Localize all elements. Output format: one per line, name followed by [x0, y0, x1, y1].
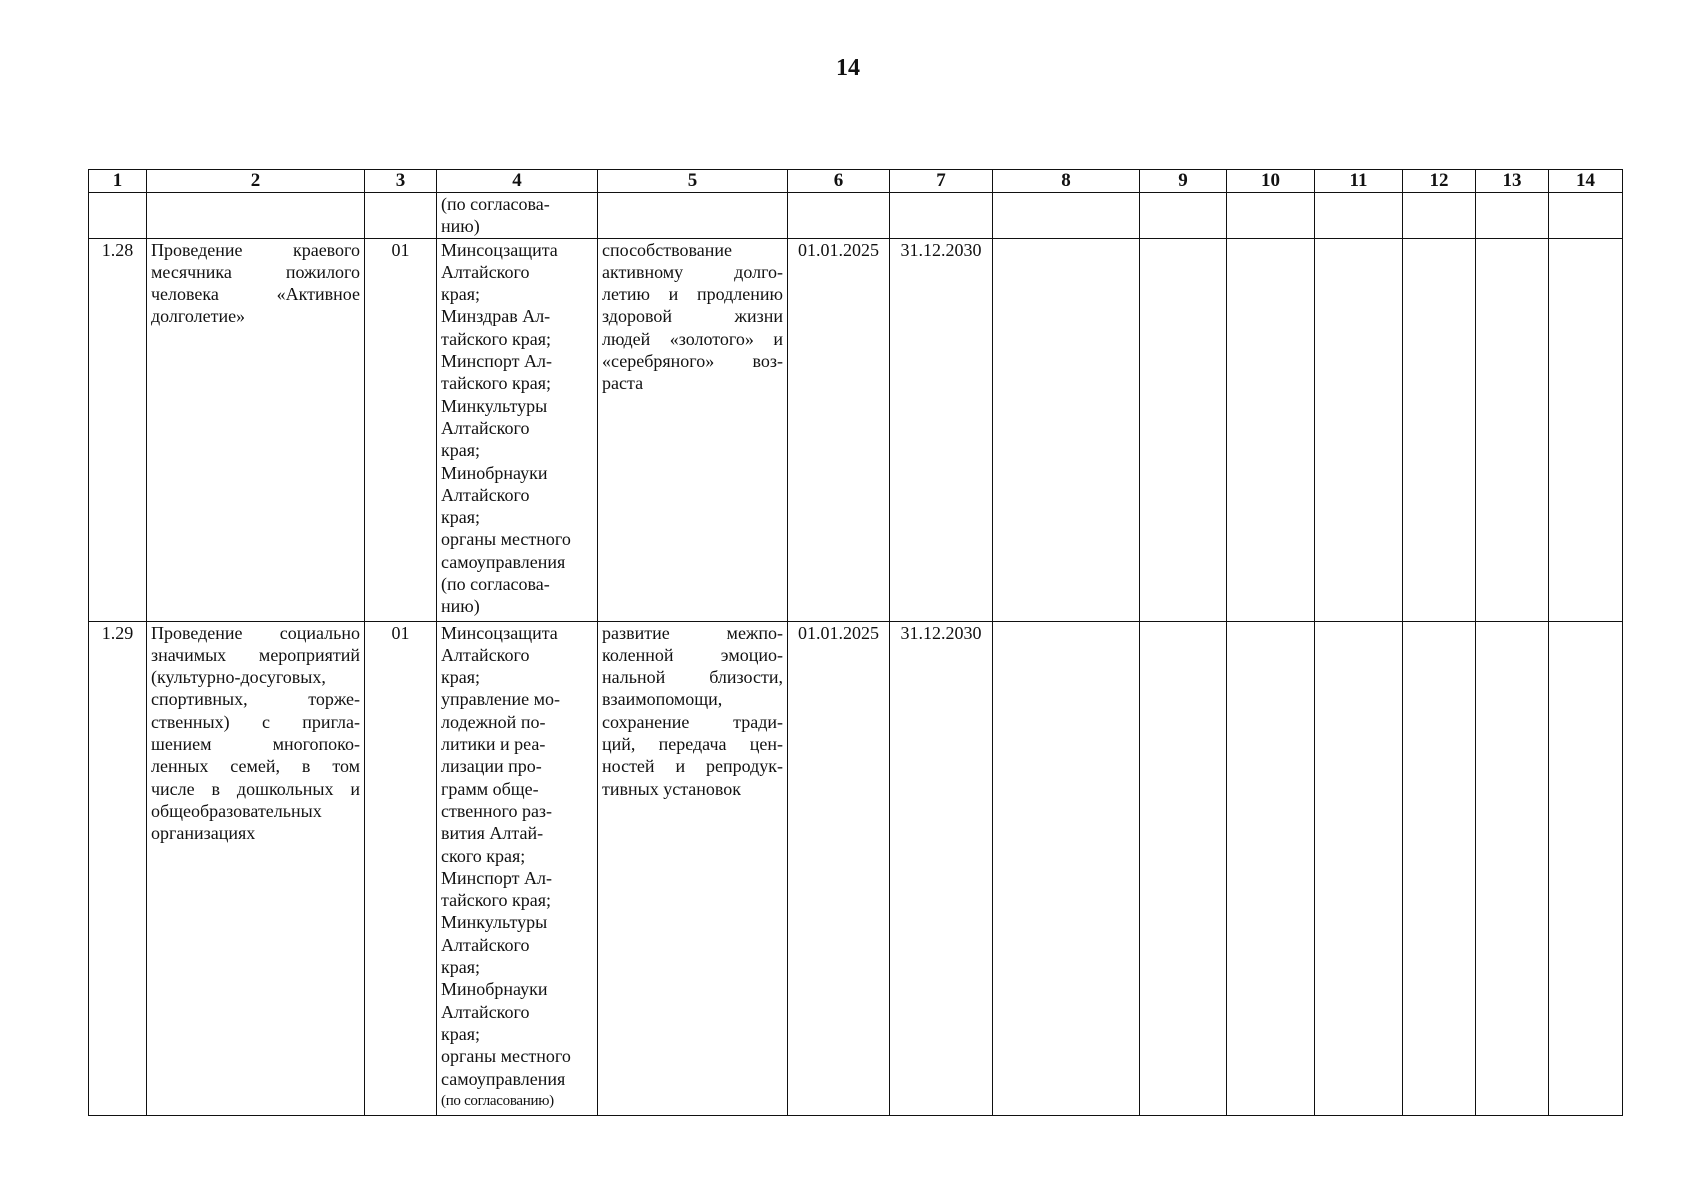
result-line: здоровой жизни	[602, 306, 783, 327]
result-line: раста	[602, 373, 644, 394]
start-date: 01.01.2025	[788, 238, 890, 621]
executors-last-line: (по согласованию)	[441, 1092, 554, 1109]
measure-name-line: месячника пожилого	[151, 261, 360, 282]
measure-name-line: ственных) с пригла-	[151, 711, 360, 732]
header-col-6: 6	[788, 170, 890, 193]
result-line: тивных установок	[602, 778, 742, 799]
measure-name-line: общеобразовательных	[151, 800, 322, 821]
measure-name-line: значимых мероприятий	[151, 644, 360, 665]
result-line: людей «золотого» и	[602, 328, 783, 349]
end-date: 31.12.2030	[890, 621, 993, 1115]
continuation-executors: (по согласова- нию)	[437, 193, 598, 239]
measure-name-line: Проведение социально	[151, 622, 360, 643]
header-col-14: 14	[1549, 170, 1623, 193]
result-line: нальной близости,	[602, 667, 783, 688]
header-col-3: 3	[365, 170, 437, 193]
measure-name-line: Проведение краевого	[151, 239, 360, 260]
measure-name-line: человека «Активное	[151, 284, 360, 305]
executors-text: Минсоцзащита Алтайского края; управление мо- лодежной по- литики и реа- лизации про- грамм обще- ственного раз- вития Алтай- ского края; Минспорт Ал- тайского края; Минкультуры Алтайского края; Минобрнауки Алтайского края; органы местного самоуправления	[441, 622, 571, 1089]
measure-name-line: долголетие»	[151, 306, 246, 327]
result-cell	[598, 621, 788, 1115]
measure-name-line: (культурно-досуговых,	[151, 667, 326, 688]
executors-cell: Минсоцзащита Алтайского края; Минздрав Ал- тайского края; Минспорт Ал- тайского края; Минкультуры Алтайского края; Минобрнауки Алтайского края; органы местного самоуправления (по согласова- нию)	[437, 238, 598, 621]
header-col-13: 13	[1476, 170, 1549, 193]
row-number: 1.29	[89, 621, 147, 1115]
header-row	[89, 170, 1623, 193]
header-col-7: 7	[890, 170, 993, 193]
header-col-9: 9	[1140, 170, 1227, 193]
code-cell: 01	[365, 238, 437, 621]
result-line: коленной эмоцио-	[602, 644, 783, 665]
result-line: способствование	[602, 239, 732, 260]
result-cell	[598, 238, 788, 621]
header-col-2: 2	[147, 170, 365, 193]
result-line: активному долго-	[602, 261, 783, 282]
row-number: 1.28	[89, 238, 147, 621]
header-col-5: 5	[598, 170, 788, 193]
executors-cell	[437, 621, 598, 1115]
start-date: 01.01.2025	[788, 621, 890, 1115]
continuation-row	[89, 193, 1623, 239]
header-col-12: 12	[1403, 170, 1476, 193]
measure-name	[147, 621, 365, 1115]
end-date: 31.12.2030	[890, 238, 993, 621]
table-row	[89, 238, 1623, 621]
measure-name-line: шением многопоко-	[151, 734, 360, 755]
header-col-10: 10	[1227, 170, 1315, 193]
result-line: взаимопомощи,	[602, 689, 723, 710]
result-line: развитие межпо-	[602, 622, 783, 643]
code-cell: 01	[365, 621, 437, 1115]
measure-name-line: ленных семей, в том	[151, 756, 360, 777]
header-col-11: 11	[1315, 170, 1403, 193]
header-col-8: 8	[993, 170, 1140, 193]
result-line: летию и продлению	[602, 284, 783, 305]
measure-name-line: числе в дошкольных и	[151, 778, 360, 799]
result-line: ций, передача цен-	[602, 734, 783, 755]
measure-name	[147, 238, 365, 621]
result-line: сохранение тради-	[602, 711, 783, 732]
result-line: ностей и репродук-	[602, 756, 783, 777]
result-line: «серебряного» воз-	[602, 351, 783, 372]
page-number: 14	[836, 55, 860, 81]
measure-name-line: организациях	[151, 823, 256, 844]
table-row	[89, 621, 1623, 1115]
header-col-4: 4	[437, 170, 598, 193]
measure-name-line: спортивных, торже-	[151, 689, 360, 710]
measures-table	[88, 169, 1623, 1116]
header-col-1: 1	[89, 170, 147, 193]
